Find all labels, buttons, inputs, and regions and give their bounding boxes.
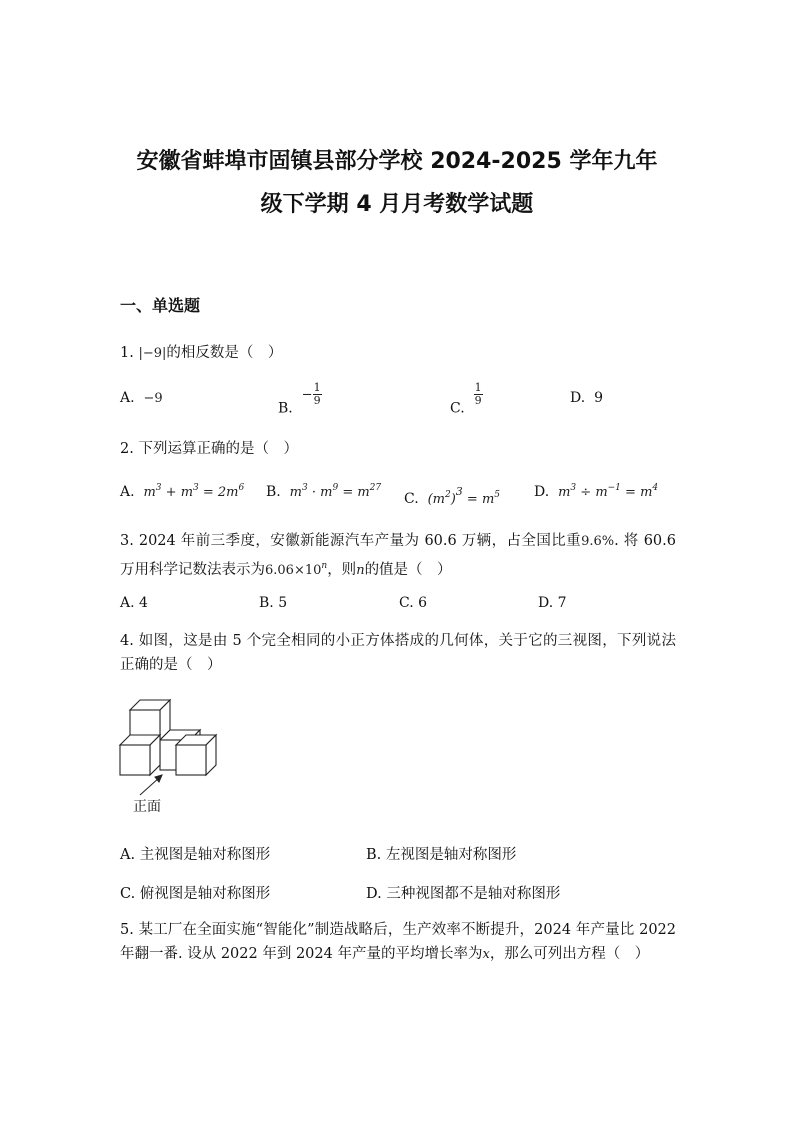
question-2: 2. 下列运算正确的是（ ） — [120, 441, 298, 457]
section-heading: 一、单选题 — [120, 296, 201, 315]
q3-option-a[interactable]: A. 4 — [120, 595, 148, 611]
q4-option-a[interactable]: A. 主视图是轴对称图形 — [120, 847, 271, 863]
question-4: 4. 如图，这是由 5 个完全相同的小正方体搭成的几何体，关于它的三视图，下列说法正确的是（ ） — [120, 633, 676, 673]
q3-option-c[interactable]: C. 6 — [399, 595, 428, 611]
question-3: 3. 2024 年前三季度，安徽新能源汽车产量为 60.6 万辆，占全国比重9.6%. 将 60.6 万用科学记数法表示为$6.06\times 10^n$，则n的值是（ ） — [120, 533, 676, 578]
cubes-figure — [118, 697, 222, 801]
front-arrow-icon — [140, 775, 162, 795]
q2-option-d[interactable]: D. $m^3 \div m^{-1} = m^4$ — [534, 483, 659, 500]
cube-top — [130, 700, 170, 740]
title-line-2: 级下学期 4 月月考数学试题 — [260, 192, 534, 217]
q1-option-a[interactable]: A. −9 — [120, 390, 163, 406]
q4-option-b[interactable]: B. 左视图是轴对称图形 — [366, 847, 517, 863]
question-1-text: 的相反数是（ ） — [166, 345, 283, 361]
q2-option-b[interactable]: B. $m^3 \cdot m^9 = m^{27}$ — [266, 483, 382, 500]
q1-option-b[interactable]: B. − $\frac{1}{9}$ — [278, 381, 321, 417]
question-5: 5. 某工厂在全面实施“智能化”制造战略后，生产效率不断提升，2024 年产量比 2022 年翻一番. 设从 2022 年到 2024 年产量的平均增长率为x，那么可列出方程（ ） — [120, 922, 676, 962]
q4-option-d[interactable]: D. 三种视图都不是轴对称图形 — [366, 886, 561, 902]
cube-front-right — [176, 735, 216, 775]
q4-option-c[interactable]: C. 俯视图是轴对称图形 — [120, 886, 271, 902]
cube-front-left — [120, 735, 160, 775]
q2-option-c[interactable]: C. $(m^2)^3 = m^5$ — [404, 485, 501, 507]
q1-option-c[interactable]: C. $\frac{1}{9}$ — [450, 381, 482, 417]
q3-option-b[interactable]: B. 5 — [259, 595, 288, 611]
figure-front-label: 正面 — [133, 799, 161, 815]
question-1-number: 1. — [120, 345, 134, 361]
page-title — [110, 140, 684, 226]
question-1-expression: |−9| — [138, 346, 167, 361]
q1-option-d[interactable]: D. 9 — [570, 390, 604, 406]
q3-option-d[interactable]: D. 7 — [538, 595, 567, 611]
question-1 — [120, 341, 282, 362]
title-line-1: 安徽省蚌埠市固镇县部分学校 2024-2025 学年九年 — [136, 149, 658, 174]
q2-option-a[interactable]: A. $m^3 + m^3 = 2m^6$ — [120, 483, 245, 500]
